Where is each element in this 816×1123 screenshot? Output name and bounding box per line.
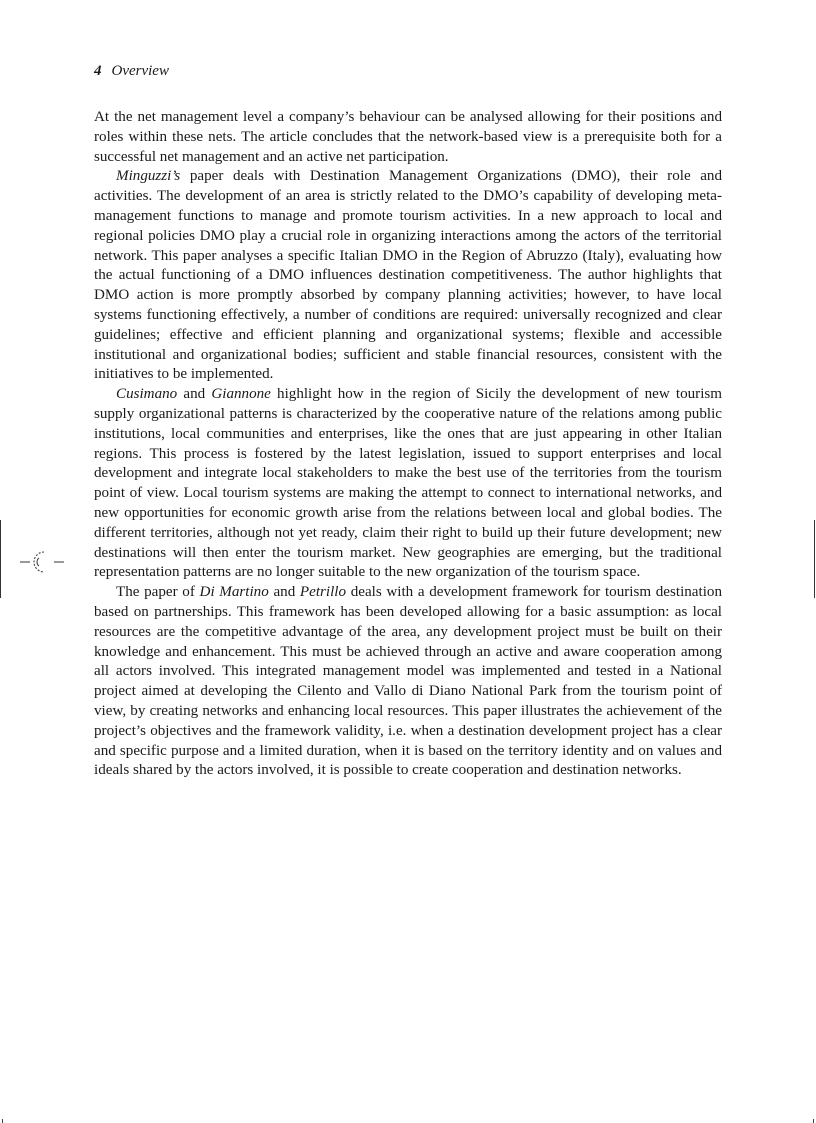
- corner-mark: [2, 1119, 3, 1123]
- crop-line-right: [814, 520, 815, 598]
- paragraph-text: The paper of: [116, 584, 200, 601]
- author-name: Di Martino: [199, 584, 269, 601]
- paragraph: [94, 385, 722, 583]
- paragraph: [94, 108, 722, 167]
- corner-mark: [813, 1119, 814, 1123]
- paragraph-text: highlight how in the region of Sicily the development of new tourism supply organizational patterns is characterized by the cooperative nature of the relations among public institutions, local communities and enterprises, like the ones that are just appearing in other Italian regions. This process is fostered by the latest legislation, issued to support enterprises and local development and integrate local stakeholders to make the best use of the territories from the tourism point of view. Local tourism systems are making the attempt to connect to international networks, and new opportunities for economic growth arise from the relations between local and global bodies. The different territories, although not yet ready, claim their right to build up their future development; new destinations will then enter the tourism market. New geographies are emerging, but the traditional representation patterns are no longer suitable to the new organization of the tourism space.: [94, 386, 723, 581]
- paragraph-text: and: [268, 584, 300, 601]
- author-name: Minguzzi’s: [116, 168, 181, 185]
- section-title: Overview: [111, 63, 169, 79]
- author-name: Giannone: [211, 386, 271, 403]
- paragraph-text: and: [177, 386, 212, 403]
- paragraph-text: paper deals with Destination Management Organizations (DMO), their role and activities. The development of an area is strictly related to the DMO’s capability of developing meta-management functions to manage and promote tourism activities. In a new approach to local and regional policies DMO play a crucial role in organizing interactions among the actors of the territorial network. This paper analyses a specific Italian DMO in the Region of Abruzzo (Italy), evaluating how the actual functioning of a DMO influences destination competitiveness. The author highlights that DMO action is more promptly absorbed by company planning activities; however, to have local systems functioning effectively, a number of conditions are required: universally recognized and clear guidelines; effective and efficient planning and organizational systems; flexible and accessible institutional and organizational bodies; sufficient and stable financial resources, consistent with the initiatives to be implemented.: [94, 168, 722, 383]
- paragraph-text: At the net management level a company’s behaviour can be analysed allowing for their positions and roles within these nets. The article concludes that the network-based view is a prerequisite both for a successful net management and an active net participation.: [94, 109, 722, 165]
- paragraph: [94, 583, 722, 781]
- paragraph-text: deals with a development framework for tourism destination based on partnerships. This framework has been developed allowing for a basic assumption: as local resources are the competitive advantage of the area, any development project must be built on their knowledge and enhancement. This must be achieved through an active and aware cooperation among all actors involved. This integrated management model was implemented and tested in a National project aimed at developing the Cilento and Vallo di Diano National Park from the tourism point of view, by creating networks and enhancing local resources. This paper illustrates the achievement of the project’s objectives and the framework validity, i.e. when a destination development project has a clear and specific purpose and a limited duration, when it is based on the territory identity and on values and ideals shared by the actors involved, it is possible to create cooperation and destination networks.: [94, 584, 722, 779]
- page-number: 4: [94, 63, 102, 79]
- registration-mark-icon: [20, 548, 64, 576]
- crop-line-left: [0, 520, 1, 598]
- author-name: Petrillo: [299, 584, 347, 601]
- running-head: [94, 62, 169, 80]
- paragraph: [94, 167, 722, 385]
- author-name: Cusimano: [116, 386, 178, 403]
- text-body: [94, 108, 722, 781]
